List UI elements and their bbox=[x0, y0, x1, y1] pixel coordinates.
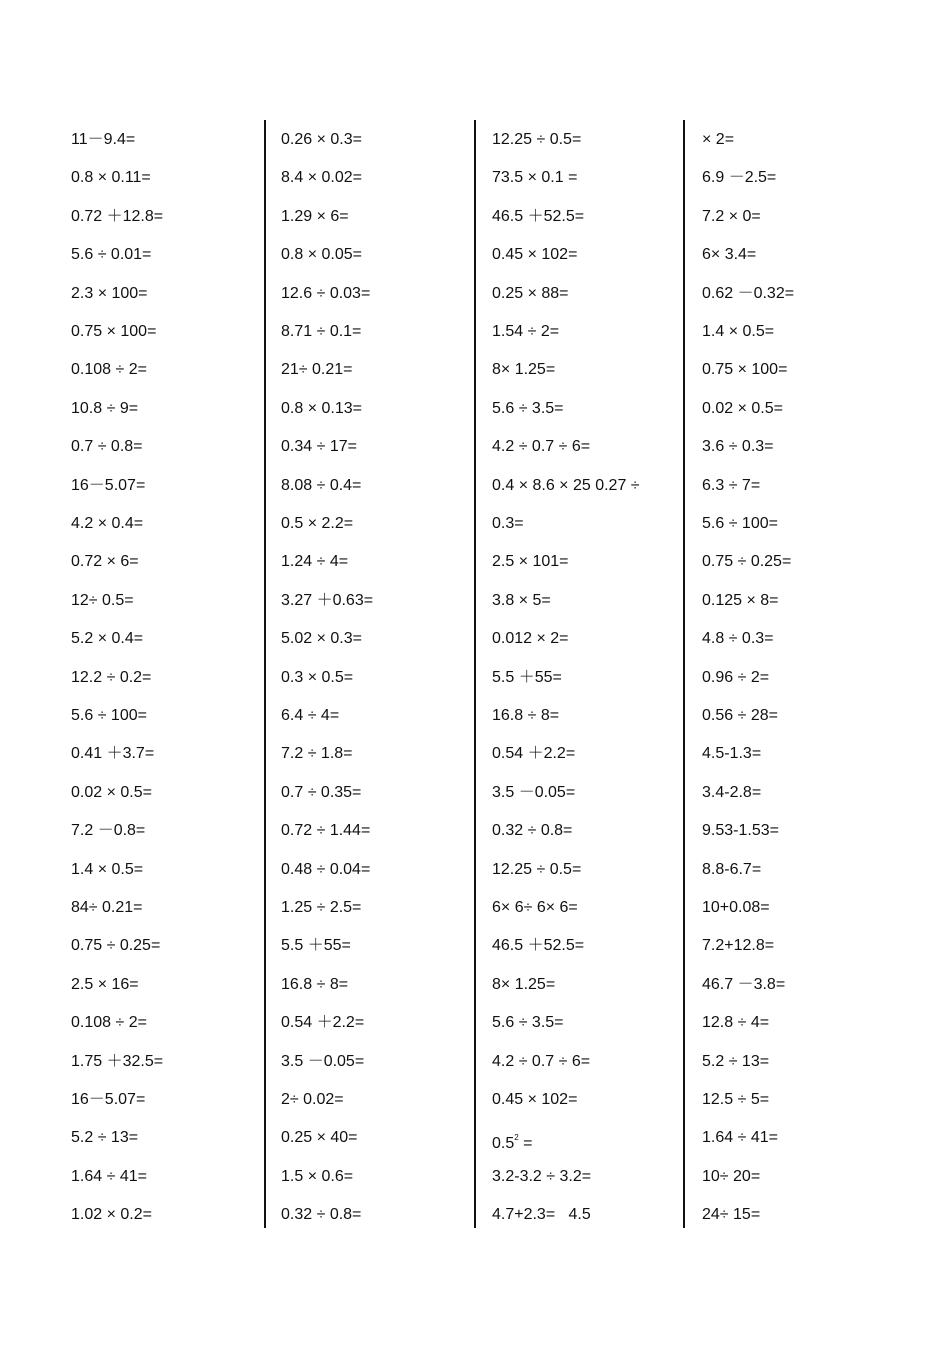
problem-text: 3.4-2.8= bbox=[702, 783, 762, 801]
problem-text: 8× 1.25= bbox=[492, 975, 556, 993]
math-problem bbox=[492, 936, 584, 956]
math-problem bbox=[702, 1052, 769, 1072]
problem-text: 1.4 × 0.5= bbox=[702, 323, 775, 340]
problem-text: 5.02 × 0.3= bbox=[281, 630, 362, 648]
math-problem bbox=[71, 360, 147, 380]
math-problem bbox=[71, 476, 145, 496]
math-problem bbox=[281, 783, 361, 803]
problem-text: 0.62 －0.32= bbox=[702, 284, 795, 302]
math-problem bbox=[281, 1205, 361, 1225]
problem-text: 7.2 × 0= bbox=[702, 207, 761, 225]
problem-text: 5.2 ÷ 13= bbox=[702, 1052, 770, 1070]
problem-text: 8× 1.25= bbox=[492, 361, 556, 379]
problem-text: 2.5 × 16= bbox=[71, 975, 139, 993]
math-problem bbox=[71, 1013, 147, 1033]
problem-text: 10÷ 20= bbox=[702, 1167, 761, 1185]
math-problem bbox=[492, 245, 577, 265]
problem-text: 5.2 × 0.4= bbox=[71, 630, 144, 648]
problem-text: 3.6 ÷ 0.3= bbox=[702, 438, 774, 456]
math-problem bbox=[702, 322, 774, 342]
problem-text: 10+0.08= bbox=[702, 899, 770, 916]
problem-text: 0.72 ÷ 1.44= bbox=[281, 822, 371, 840]
math-problem bbox=[281, 629, 362, 649]
math-problem bbox=[71, 130, 135, 150]
problem-text: 10.8 ÷ 9= bbox=[71, 399, 139, 417]
math-problem bbox=[702, 898, 770, 918]
problem-text: 6.9 －2.5= bbox=[702, 169, 777, 187]
math-problem bbox=[71, 860, 143, 880]
problem-text: 0.8 × 0.05= bbox=[281, 246, 362, 264]
problem-text: 0.32 ÷ 0.8= bbox=[281, 1206, 362, 1224]
problem-text: 12÷ 0.5= bbox=[71, 591, 134, 609]
problem-text: 5.6 ÷ 0.01= bbox=[71, 246, 152, 264]
math-problem bbox=[71, 514, 143, 534]
problem-text: 0.34 ÷ 17= bbox=[281, 438, 357, 456]
problem-text: 0.012 × 2= bbox=[492, 630, 569, 648]
problem-text: 21÷ 0.21= bbox=[281, 361, 353, 379]
problem-text: 16.8 ÷ 8= bbox=[492, 707, 560, 724]
math-problem bbox=[71, 975, 139, 995]
math-problem bbox=[702, 168, 776, 188]
problem-text: 1.75 ＋32.5= bbox=[71, 1052, 164, 1070]
math-problem bbox=[71, 284, 148, 304]
problem-text: 3.2-3.2 ÷ 3.2= bbox=[492, 1167, 592, 1185]
math-problem bbox=[492, 207, 584, 227]
math-problem bbox=[702, 936, 774, 956]
math-problem bbox=[492, 629, 569, 649]
problem-text: 2.3 × 100= bbox=[71, 284, 148, 302]
math-problem bbox=[281, 1128, 358, 1148]
math-problem bbox=[702, 860, 761, 880]
problem-text: 0.96 ÷ 2= bbox=[702, 668, 770, 686]
problem-text: 1.64 ÷ 41= bbox=[702, 1129, 778, 1147]
problem-text: 0.41 ＋3.7= bbox=[71, 745, 155, 763]
math-problem bbox=[281, 936, 351, 956]
math-problem bbox=[71, 168, 151, 188]
problem-text: 24÷ 15= bbox=[702, 1206, 761, 1224]
problem-text: 3.5 －0.05= bbox=[281, 1052, 365, 1070]
math-problem bbox=[281, 399, 362, 419]
math-problem bbox=[281, 744, 353, 764]
math-problem bbox=[492, 706, 559, 726]
problem-text: 5.6 ÷ 3.5= bbox=[492, 399, 564, 417]
problem-text: 0.56 ÷ 28= bbox=[702, 707, 778, 724]
math-problem bbox=[702, 1013, 769, 1033]
problem-text: 0.7 ÷ 0.35= bbox=[281, 783, 362, 801]
math-problem bbox=[702, 207, 761, 227]
math-problem bbox=[702, 668, 769, 688]
math-problem bbox=[71, 668, 151, 688]
math-problem bbox=[281, 821, 370, 841]
math-problem bbox=[71, 821, 145, 841]
problem-text: 0.5 × 2.2= bbox=[281, 515, 354, 532]
math-problem bbox=[71, 936, 160, 956]
math-problem bbox=[492, 1013, 564, 1033]
math-problem bbox=[281, 476, 361, 496]
problem-text: 0.108 ÷ 2= bbox=[71, 1014, 147, 1032]
problem-text: 0.48 ÷ 0.04= bbox=[281, 860, 371, 878]
math-problem bbox=[281, 591, 373, 611]
column-divider bbox=[264, 120, 266, 1228]
problem-text: 1.24 ÷ 4= bbox=[281, 553, 349, 571]
column-divider bbox=[683, 120, 685, 1228]
problem-text: 12.5 ÷ 5= bbox=[702, 1091, 770, 1108]
math-problem bbox=[702, 1167, 760, 1187]
problem-text: 0.3 × 0.5= bbox=[281, 668, 354, 686]
problem-text: 1.25 ÷ 2.5= bbox=[281, 899, 362, 916]
problem-text: 2÷ 0.02= bbox=[281, 1091, 344, 1108]
problem-text: 0.72 × 6= bbox=[71, 553, 139, 571]
math-problem bbox=[281, 245, 362, 265]
math-problem bbox=[281, 1167, 353, 1187]
math-problem bbox=[281, 552, 348, 572]
math-problem bbox=[71, 552, 139, 572]
math-problem bbox=[281, 168, 362, 188]
math-problem bbox=[702, 629, 774, 649]
problem-text: 84÷ 0.21= bbox=[71, 899, 143, 916]
math-problem bbox=[492, 898, 578, 918]
math-problem bbox=[492, 476, 640, 496]
math-problem bbox=[281, 360, 353, 380]
problem-text: 0.5 bbox=[492, 1135, 515, 1153]
problem-text-tail: = bbox=[518, 1135, 533, 1153]
math-problem bbox=[492, 552, 569, 572]
problem-text: 0.75 × 100= bbox=[71, 323, 157, 340]
problem-text: 1.02 × 0.2= bbox=[71, 1206, 152, 1224]
math-problem bbox=[702, 783, 761, 803]
math-problem bbox=[71, 245, 151, 265]
problem-text: 1.29 × 6= bbox=[281, 207, 349, 225]
problem-text: 0.02 × 0.5= bbox=[702, 399, 783, 417]
problem-text: 46.7 －3.8= bbox=[702, 975, 786, 993]
problem-text: 46.5 ＋52.5= bbox=[492, 937, 585, 955]
math-problem bbox=[702, 476, 760, 496]
math-problem bbox=[281, 514, 353, 534]
problem-text: 3.5 －0.05= bbox=[492, 783, 576, 801]
problem-text: 7.2 －0.8= bbox=[71, 822, 146, 840]
math-problem bbox=[281, 322, 361, 342]
problem-text: 73.5 × 0.1 = bbox=[492, 169, 578, 187]
math-problem bbox=[71, 783, 152, 803]
problem-text: 0.45 × 102= bbox=[492, 246, 578, 264]
math-problem bbox=[702, 437, 774, 457]
math-problem bbox=[702, 821, 779, 841]
problem-text: 16.8 ÷ 8= bbox=[281, 975, 349, 993]
problem-text: 4.2 ÷ 0.7 ÷ 6= bbox=[492, 438, 591, 456]
math-problem bbox=[71, 1090, 145, 1110]
problem-text: 0.8 × 0.11= bbox=[71, 169, 151, 187]
math-problem bbox=[281, 706, 339, 726]
math-problem bbox=[492, 514, 524, 534]
math-problem bbox=[492, 1052, 590, 1072]
problem-text: 0.125 × 8= bbox=[702, 591, 779, 609]
problem-text: 0.75 ÷ 0.25= bbox=[702, 553, 792, 571]
math-problem bbox=[71, 744, 154, 764]
problem-text: 5.6 ÷ 100= bbox=[71, 707, 147, 724]
math-problem bbox=[492, 783, 575, 803]
math-problem bbox=[492, 1167, 591, 1187]
math-problem bbox=[71, 706, 147, 726]
problem-text: 6.4 ÷ 4= bbox=[281, 707, 340, 724]
problem-text: 0.25 × 40= bbox=[281, 1129, 358, 1147]
math-problem bbox=[492, 360, 555, 380]
problem-text: 46.5 ＋52.5= bbox=[492, 207, 585, 225]
problem-text: 12.6 ÷ 0.03= bbox=[281, 284, 371, 302]
math-problem bbox=[702, 706, 778, 726]
math-problem bbox=[71, 1205, 152, 1225]
problem-text: 5.6 ÷ 3.5= bbox=[492, 1014, 564, 1032]
problem-text: 3.8 × 5= bbox=[492, 591, 551, 609]
problem-text: 4.5-1.3= bbox=[702, 745, 762, 763]
worksheet bbox=[0, 120, 950, 1228]
exponent: 2 bbox=[514, 1133, 519, 1143]
problem-text: 0.45 × 102= bbox=[492, 1091, 578, 1108]
problem-text: 5.5 ＋55= bbox=[492, 668, 562, 686]
math-problem bbox=[492, 591, 551, 611]
math-problem bbox=[281, 668, 353, 688]
problem-text: 12.2 ÷ 0.2= bbox=[71, 668, 152, 686]
math-problem bbox=[702, 130, 734, 150]
math-problem bbox=[702, 552, 791, 572]
problem-text: 9.53-1.53= bbox=[702, 822, 779, 840]
problem-text: 0.8 × 0.13= bbox=[281, 399, 362, 417]
math-problem bbox=[702, 399, 783, 419]
problem-text: 0.75 ÷ 0.25= bbox=[71, 937, 161, 955]
problem-text: 7.2+12.8= bbox=[702, 937, 775, 955]
problem-text: 0.25 × 88= bbox=[492, 284, 569, 302]
math-problem bbox=[71, 591, 134, 611]
math-problem bbox=[702, 1090, 769, 1110]
math-problem bbox=[71, 1052, 163, 1072]
problem-text: 16－5.07= bbox=[71, 1091, 146, 1108]
problem-text: 7.2 ÷ 1.8= bbox=[281, 745, 353, 763]
math-problem bbox=[492, 284, 569, 304]
math-problem bbox=[281, 1090, 344, 1110]
math-problem bbox=[281, 284, 370, 304]
math-problem bbox=[702, 591, 779, 611]
problem-text: 4.2 × 0.4= bbox=[71, 515, 144, 532]
problem-text: 3.27 ＋0.63= bbox=[281, 591, 374, 609]
problem-text: 0.26 × 0.3= bbox=[281, 131, 362, 148]
problem-text: 4.7+2.3= 4.5 bbox=[492, 1206, 591, 1224]
problem-text: 6.3 ÷ 7= bbox=[702, 476, 761, 494]
problem-text: 4.8 ÷ 0.3= bbox=[702, 630, 774, 648]
problem-text: 16－5.07= bbox=[71, 476, 146, 494]
math-problem bbox=[702, 1205, 760, 1225]
column-divider bbox=[474, 120, 476, 1228]
problem-text: 1.4 × 0.5= bbox=[71, 860, 144, 878]
problem-text: 6× 6÷ 6× 6= bbox=[492, 899, 578, 916]
math-problem bbox=[492, 1128, 533, 1154]
math-problem bbox=[702, 360, 787, 380]
problem-text: 1.54 ÷ 2= bbox=[492, 323, 560, 340]
math-problem bbox=[702, 245, 756, 265]
math-problem bbox=[281, 975, 348, 995]
math-problem bbox=[71, 1167, 147, 1187]
math-problem bbox=[281, 1052, 364, 1072]
problem-text: 0.54 ＋2.2= bbox=[281, 1014, 365, 1032]
math-problem bbox=[281, 1013, 364, 1033]
math-problem bbox=[702, 514, 778, 534]
math-problem bbox=[492, 322, 559, 342]
math-problem bbox=[492, 399, 564, 419]
problem-text: × 2= bbox=[702, 131, 735, 148]
math-problem bbox=[71, 898, 143, 918]
math-problem bbox=[281, 898, 361, 918]
math-problem bbox=[702, 744, 761, 764]
math-problem bbox=[492, 668, 562, 688]
problem-text: 5.2 ÷ 13= bbox=[71, 1129, 139, 1147]
problem-text: 4.2 ÷ 0.7 ÷ 6= bbox=[492, 1052, 591, 1070]
math-problem bbox=[492, 821, 572, 841]
math-problem bbox=[492, 1090, 577, 1110]
problem-text: 0.108 ÷ 2= bbox=[71, 361, 147, 379]
math-problem bbox=[702, 1128, 778, 1148]
math-problem bbox=[492, 975, 555, 995]
problem-text: 8.71 ÷ 0.1= bbox=[281, 323, 362, 340]
problem-text: 8.4 × 0.02= bbox=[281, 169, 362, 187]
problem-text: 0.4 × 8.6 × 25 0.27 ÷ bbox=[492, 476, 640, 494]
problem-text: 0.3= bbox=[492, 515, 524, 532]
problem-text: 5.6 ÷ 100= bbox=[702, 515, 778, 532]
math-problem bbox=[71, 437, 143, 457]
math-problem bbox=[702, 975, 785, 995]
problem-text: 5.5 ＋55= bbox=[281, 937, 351, 955]
problem-text: 8.08 ÷ 0.4= bbox=[281, 476, 362, 494]
problem-text: 12.25 ÷ 0.5= bbox=[492, 860, 582, 878]
problem-text: 0.02 × 0.5= bbox=[71, 783, 152, 801]
problem-text: 12.8 ÷ 4= bbox=[702, 1014, 770, 1032]
problem-text: 0.54 ＋2.2= bbox=[492, 745, 576, 763]
math-problem bbox=[702, 284, 794, 304]
problem-text: 2.5 × 101= bbox=[492, 553, 569, 571]
math-problem bbox=[492, 744, 575, 764]
math-problem bbox=[281, 207, 349, 227]
problem-text: 1.5 × 0.6= bbox=[281, 1167, 354, 1185]
math-problem bbox=[492, 130, 581, 150]
math-problem bbox=[71, 322, 156, 342]
problem-text: 0.72 ＋12.8= bbox=[71, 207, 164, 225]
math-problem bbox=[71, 629, 143, 649]
math-problem bbox=[492, 860, 581, 880]
math-problem bbox=[492, 1205, 591, 1225]
math-problem bbox=[492, 168, 577, 188]
math-problem bbox=[71, 1128, 138, 1148]
problem-text: 6× 3.4= bbox=[702, 246, 757, 264]
problem-text: 11－9.4= bbox=[71, 131, 136, 148]
problem-text: 0.32 ÷ 0.8= bbox=[492, 822, 573, 840]
problem-text: 0.75 × 100= bbox=[702, 361, 788, 379]
math-problem bbox=[71, 207, 163, 227]
math-problem bbox=[281, 437, 357, 457]
math-problem bbox=[281, 130, 362, 150]
problem-text: 1.64 ÷ 41= bbox=[71, 1167, 147, 1185]
math-problem bbox=[492, 437, 590, 457]
problem-text: 0.7 ÷ 0.8= bbox=[71, 438, 143, 456]
problem-text: 8.8-6.7= bbox=[702, 860, 762, 878]
math-problem bbox=[71, 399, 138, 419]
problem-text: 12.25 ÷ 0.5= bbox=[492, 131, 582, 148]
math-problem bbox=[281, 860, 370, 880]
